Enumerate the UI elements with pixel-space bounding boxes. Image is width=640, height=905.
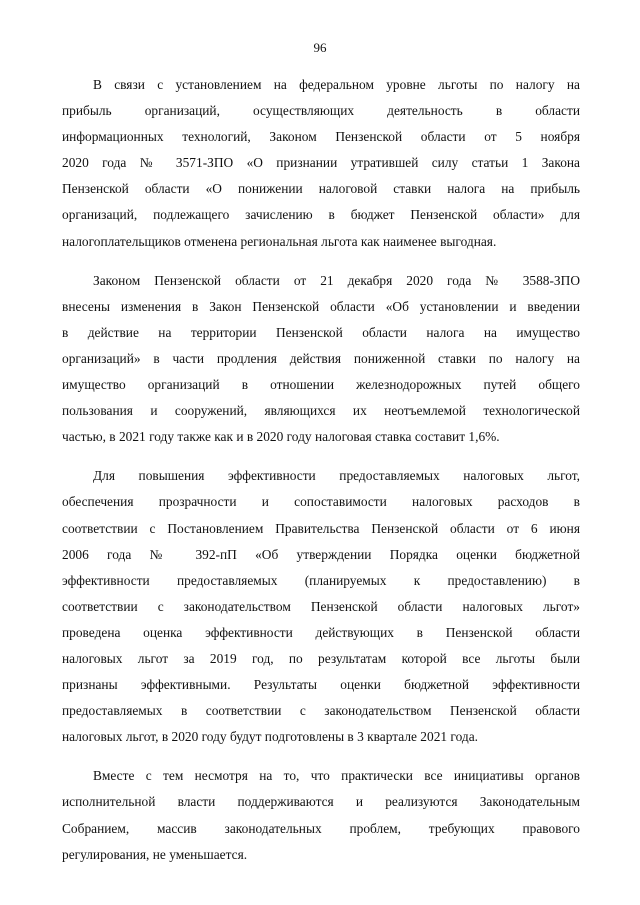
text-line: В связи с установлением на федеральном уровне льготы по налогу на [93, 77, 580, 92]
text-line: Для повышения эффективности предоставляемых налоговых льгот, [93, 468, 580, 484]
text-line: Вместе с тем несмотря на то, что практически все инициативы органов [93, 768, 580, 784]
text-line: Собранием, массив законодательных проблем, требующих правового [62, 820, 580, 836]
text-line: признаны эффективными. Результаты оценки бюджетной эффективности [62, 677, 580, 693]
paragraph-3 [62, 463, 580, 750]
text-line: организаций, подлежащего зачислению в бюджет Пензенской области» для [62, 207, 580, 223]
text-line: налоговых льгот за 2019 год, по результатам которой все льготы были [62, 650, 580, 666]
text-line: в действие на территории Пензенской области налога на имущество [62, 324, 580, 340]
text-line: внесены изменения в Закон Пензенской области «Об установлении и введении [62, 298, 580, 314]
text-line: пользования и сооружений, являющихся их неотъемлемой технологической [62, 403, 580, 419]
text-line: эффективности предоставляемых (планируемых к предоставлению) в [62, 572, 580, 588]
text-line: обеспечения прозрачности и сопоставимости налоговых расходов в [62, 494, 580, 510]
text-line: Пензенской области «О понижении налоговой ставки налога на прибыль [62, 181, 580, 197]
text-line: соответствии с законодательством Пензенской области налоговых льгот» [62, 598, 580, 614]
text-line: имущество организаций в отношении железнодорожных путей общего [62, 377, 580, 393]
text-line: информационных технологий, Законом Пензенской области от 5 ноября [62, 129, 580, 145]
paragraph-1 [62, 72, 580, 255]
paragraph-2 [62, 268, 580, 451]
text-line: соответствии с Постановлением Правительства Пензенской области от 6 июня [62, 520, 580, 536]
text-line: исполнительной власти поддерживаются и реализуются Законодательным [62, 794, 580, 810]
text-line: 2020 года № 3571-ЗПО «О признании утратившей силу статьи 1 Закона [62, 155, 580, 171]
text-line: прибыль организаций, осуществляющих деятельность в области [62, 103, 580, 119]
text-line: налогоплательщиков отменена региональная льгота как наименее выгодная. [62, 233, 497, 249]
text-line: регулирования, не уменьшается. [62, 846, 248, 862]
text-line: организаций» в части продления действия пониженной ставки по налогу на [62, 350, 580, 366]
body-text [62, 72, 580, 881]
text-line: 2006 года № 392-пП «Об утверждении Порядка оценки бюджетной [62, 546, 580, 562]
paragraph-4 [62, 763, 580, 867]
page-number: 96 [313, 40, 327, 55]
text-line: частью, в 2021 году также как и в 2020 году налоговая ставка составит 1,6%. [62, 429, 500, 445]
text-line: Законом Пензенской области от 21 декабря 2020 года № 3588-ЗПО [93, 272, 580, 288]
text-line: проведена оценка эффективности действующих в Пензенской области [62, 624, 580, 640]
text-line: налоговых льгот, в 2020 году будут подготовлены в 3 квартале 2021 года. [62, 729, 479, 745]
text-line: предоставляемых в соответствии с законодательством Пензенской области [62, 703, 580, 719]
